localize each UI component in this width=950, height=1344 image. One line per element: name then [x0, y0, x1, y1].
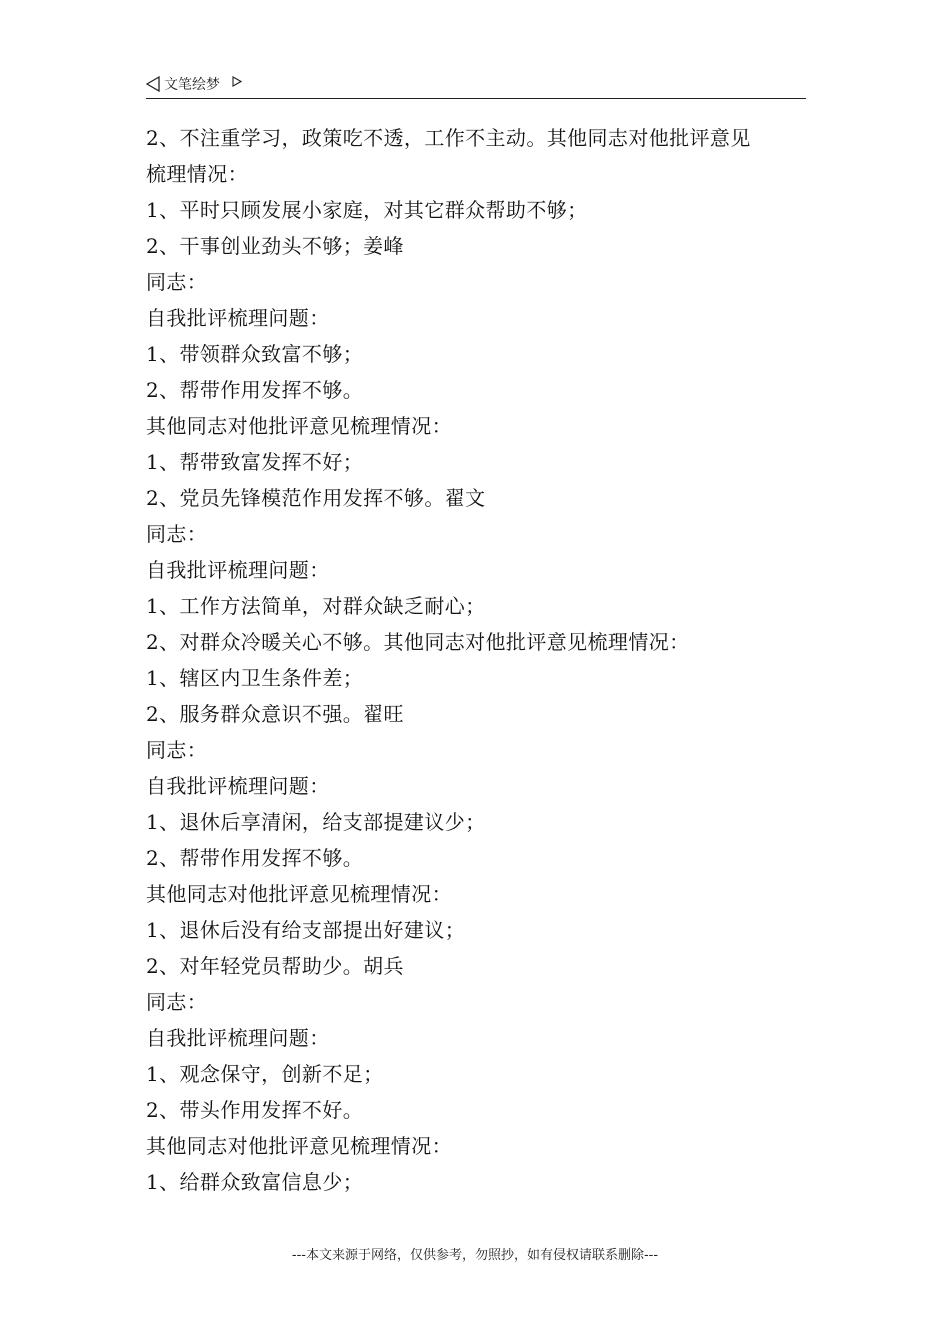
text-line: 2、对年轻党员帮助少。胡兵	[146, 954, 404, 978]
page-footer: ---本文来源于网络，仅供参考，勿照抄，如有侵权请联系删除---	[291, 1248, 659, 1263]
text-line: 1、给群众致富信息少；	[146, 1170, 364, 1194]
text-line: 1、工作方法简单，对群众缺乏耐心；	[146, 594, 486, 618]
text-line: 2、党员先锋模范作用发挥不够。翟文	[146, 486, 486, 510]
text-line: 2、帮带作用发挥不够。	[146, 378, 364, 402]
text-line: 1、辖区内卫生条件差；	[146, 666, 364, 690]
text-line: 梳理情况：	[146, 162, 248, 186]
triangle-right-outline-icon	[232, 76, 242, 87]
text-line: 自我批评梳理问题：	[146, 1026, 330, 1050]
text-line: 2、不注重学习，政策吃不透，工作不主动。其他同志对他批评意见	[146, 126, 751, 150]
text-line: 自我批评梳理问题：	[146, 774, 330, 798]
text-line: 其他同志对他批评意见梳理情况：	[146, 882, 452, 906]
text-line: 2、服务群众意识不强。翟旺	[146, 702, 404, 726]
text-line: 2、带头作用发挥不好。	[146, 1098, 364, 1122]
text-line: 同志：	[146, 270, 208, 294]
text-line: 1、平时只顾发展小家庭，对其它群众帮助不够；	[146, 198, 588, 222]
document-body	[146, 120, 810, 1200]
header-brand: 文笔绘梦	[164, 77, 220, 93]
text-line: 其他同志对他批评意见梳理情况：	[146, 1134, 452, 1158]
triangle-left-outline-icon	[146, 76, 160, 92]
text-line: 2、对群众冷暖关心不够。其他同志对他批评意见梳理情况：	[146, 630, 690, 654]
text-line: 同志：	[146, 990, 208, 1014]
text-line: 1、帮带致富发挥不好；	[146, 450, 364, 474]
text-line: 1、观念保守，创新不足；	[146, 1062, 384, 1086]
text-line: 自我批评梳理问题：	[146, 558, 330, 582]
text-line: 自我批评梳理问题：	[146, 306, 330, 330]
text-line: 同志：	[146, 738, 208, 762]
text-line: 1、退休后享清闲，给支部提建议少；	[146, 810, 486, 834]
text-line: 同志：	[146, 522, 208, 546]
text-line: 1、退休后没有给支部提出好建议；	[146, 918, 466, 942]
text-line: 1、带领群众致富不够；	[146, 342, 364, 366]
text-line: 2、帮带作用发挥不够。	[146, 846, 364, 870]
text-line: 2、干事创业劲头不够；姜峰	[146, 234, 404, 258]
text-line: 其他同志对他批评意见梳理情况：	[146, 414, 452, 438]
page-header	[146, 72, 806, 99]
